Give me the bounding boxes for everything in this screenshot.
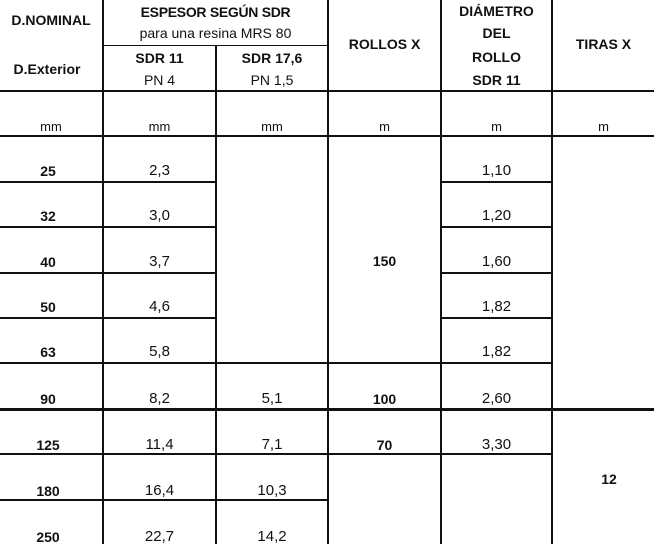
tiras-12: 12 — [601, 471, 617, 487]
rollos-150: 150 — [372, 253, 397, 269]
header-pn4: PN 4 — [143, 72, 176, 88]
header-rollos: ROLLOS X — [348, 36, 421, 52]
header-resina: para una resina MRS 80 — [139, 25, 292, 41]
diam-cell: 2,60 — [481, 390, 512, 407]
sdr11-cell: 3,7 — [149, 253, 170, 270]
header-sdr11: SDR 11 — [135, 50, 184, 66]
sdr11-cell: 4,6 — [149, 298, 170, 315]
row-line — [440, 181, 553, 183]
header-diam-sdr11: SDR 11 — [472, 72, 521, 88]
row-line — [0, 317, 217, 319]
sdr11-cell: 3,0 — [149, 207, 170, 224]
espesor-sub-line — [102, 45, 328, 46]
sdr176-cell: 14,2 — [257, 528, 287, 545]
dn-cell: 250 — [36, 529, 60, 545]
header-sdr176: SDR 17,6 — [241, 50, 303, 66]
row-line — [0, 362, 217, 364]
header-espesor: ESPESOR SEGÚN SDR — [140, 4, 291, 20]
sdr11-cell: 8,2 — [149, 390, 170, 407]
unit-rollos: m — [379, 119, 390, 134]
sdr176-cell: 5,1 — [261, 390, 283, 407]
diam-cell: 1,82 — [481, 343, 512, 360]
dn-cell: 180 — [36, 483, 60, 499]
dn-cell: 25 — [40, 163, 56, 179]
sdr11-cell: 22,7 — [144, 528, 175, 545]
row-line — [440, 317, 553, 319]
sdr11-cell: 2,3 — [149, 162, 170, 179]
row-line — [0, 226, 217, 228]
header-del: DEL — [482, 25, 511, 41]
diam-cell: 1,82 — [481, 298, 512, 315]
row-line — [440, 226, 553, 228]
row-line — [440, 272, 553, 274]
header-nominal: D.NOMINAL — [11, 12, 91, 28]
header-tiras: TIRAS X — [575, 36, 632, 52]
row-line — [0, 272, 217, 274]
header-rollo: ROLLO — [472, 49, 521, 65]
col-divider-3 — [327, 0, 329, 544]
sdr11-cell: 5,8 — [149, 343, 170, 360]
dn-cell: 90 — [40, 391, 56, 407]
row-line — [0, 453, 552, 455]
dn-cell: 40 — [40, 254, 56, 270]
header-pn15: PN 1,5 — [250, 72, 294, 88]
row-line — [215, 362, 328, 364]
dn-cell: 50 — [40, 299, 56, 315]
row-line — [0, 181, 217, 183]
unit-nominal: mm — [40, 119, 62, 134]
sdr176-cell: 10,3 — [257, 482, 287, 499]
diam-cell: 1,60 — [481, 253, 512, 270]
sdr176-cell: 7,1 — [261, 436, 283, 453]
row-line-90 — [0, 408, 654, 411]
diam-cell: 3,30 — [481, 436, 512, 453]
row-line — [327, 362, 440, 364]
unit-sdr176: mm — [261, 119, 283, 134]
header-exterior: D.Exterior — [13, 61, 81, 77]
dn-cell: 32 — [40, 208, 56, 224]
diam-cell: 1,20 — [481, 207, 512, 224]
unit-tiras: m — [598, 119, 609, 134]
rollos-70: 70 — [376, 437, 393, 453]
dn-cell: 125 — [36, 437, 60, 453]
header-bottom-line — [0, 90, 654, 92]
row-line — [0, 499, 329, 501]
header-diametro: DIÁMETRO — [459, 3, 534, 19]
unit-sdr11: mm — [148, 119, 171, 134]
units-bottom-line — [0, 135, 654, 137]
unit-diametro: m — [491, 119, 502, 134]
diam-cell: 1,10 — [481, 162, 512, 179]
sdr11-cell: 16,4 — [144, 482, 175, 499]
sdr11-cell: 11,4 — [145, 436, 174, 453]
dn-cell: 63 — [40, 344, 56, 360]
rollos-100: 100 — [372, 391, 397, 407]
row-line — [440, 362, 553, 364]
